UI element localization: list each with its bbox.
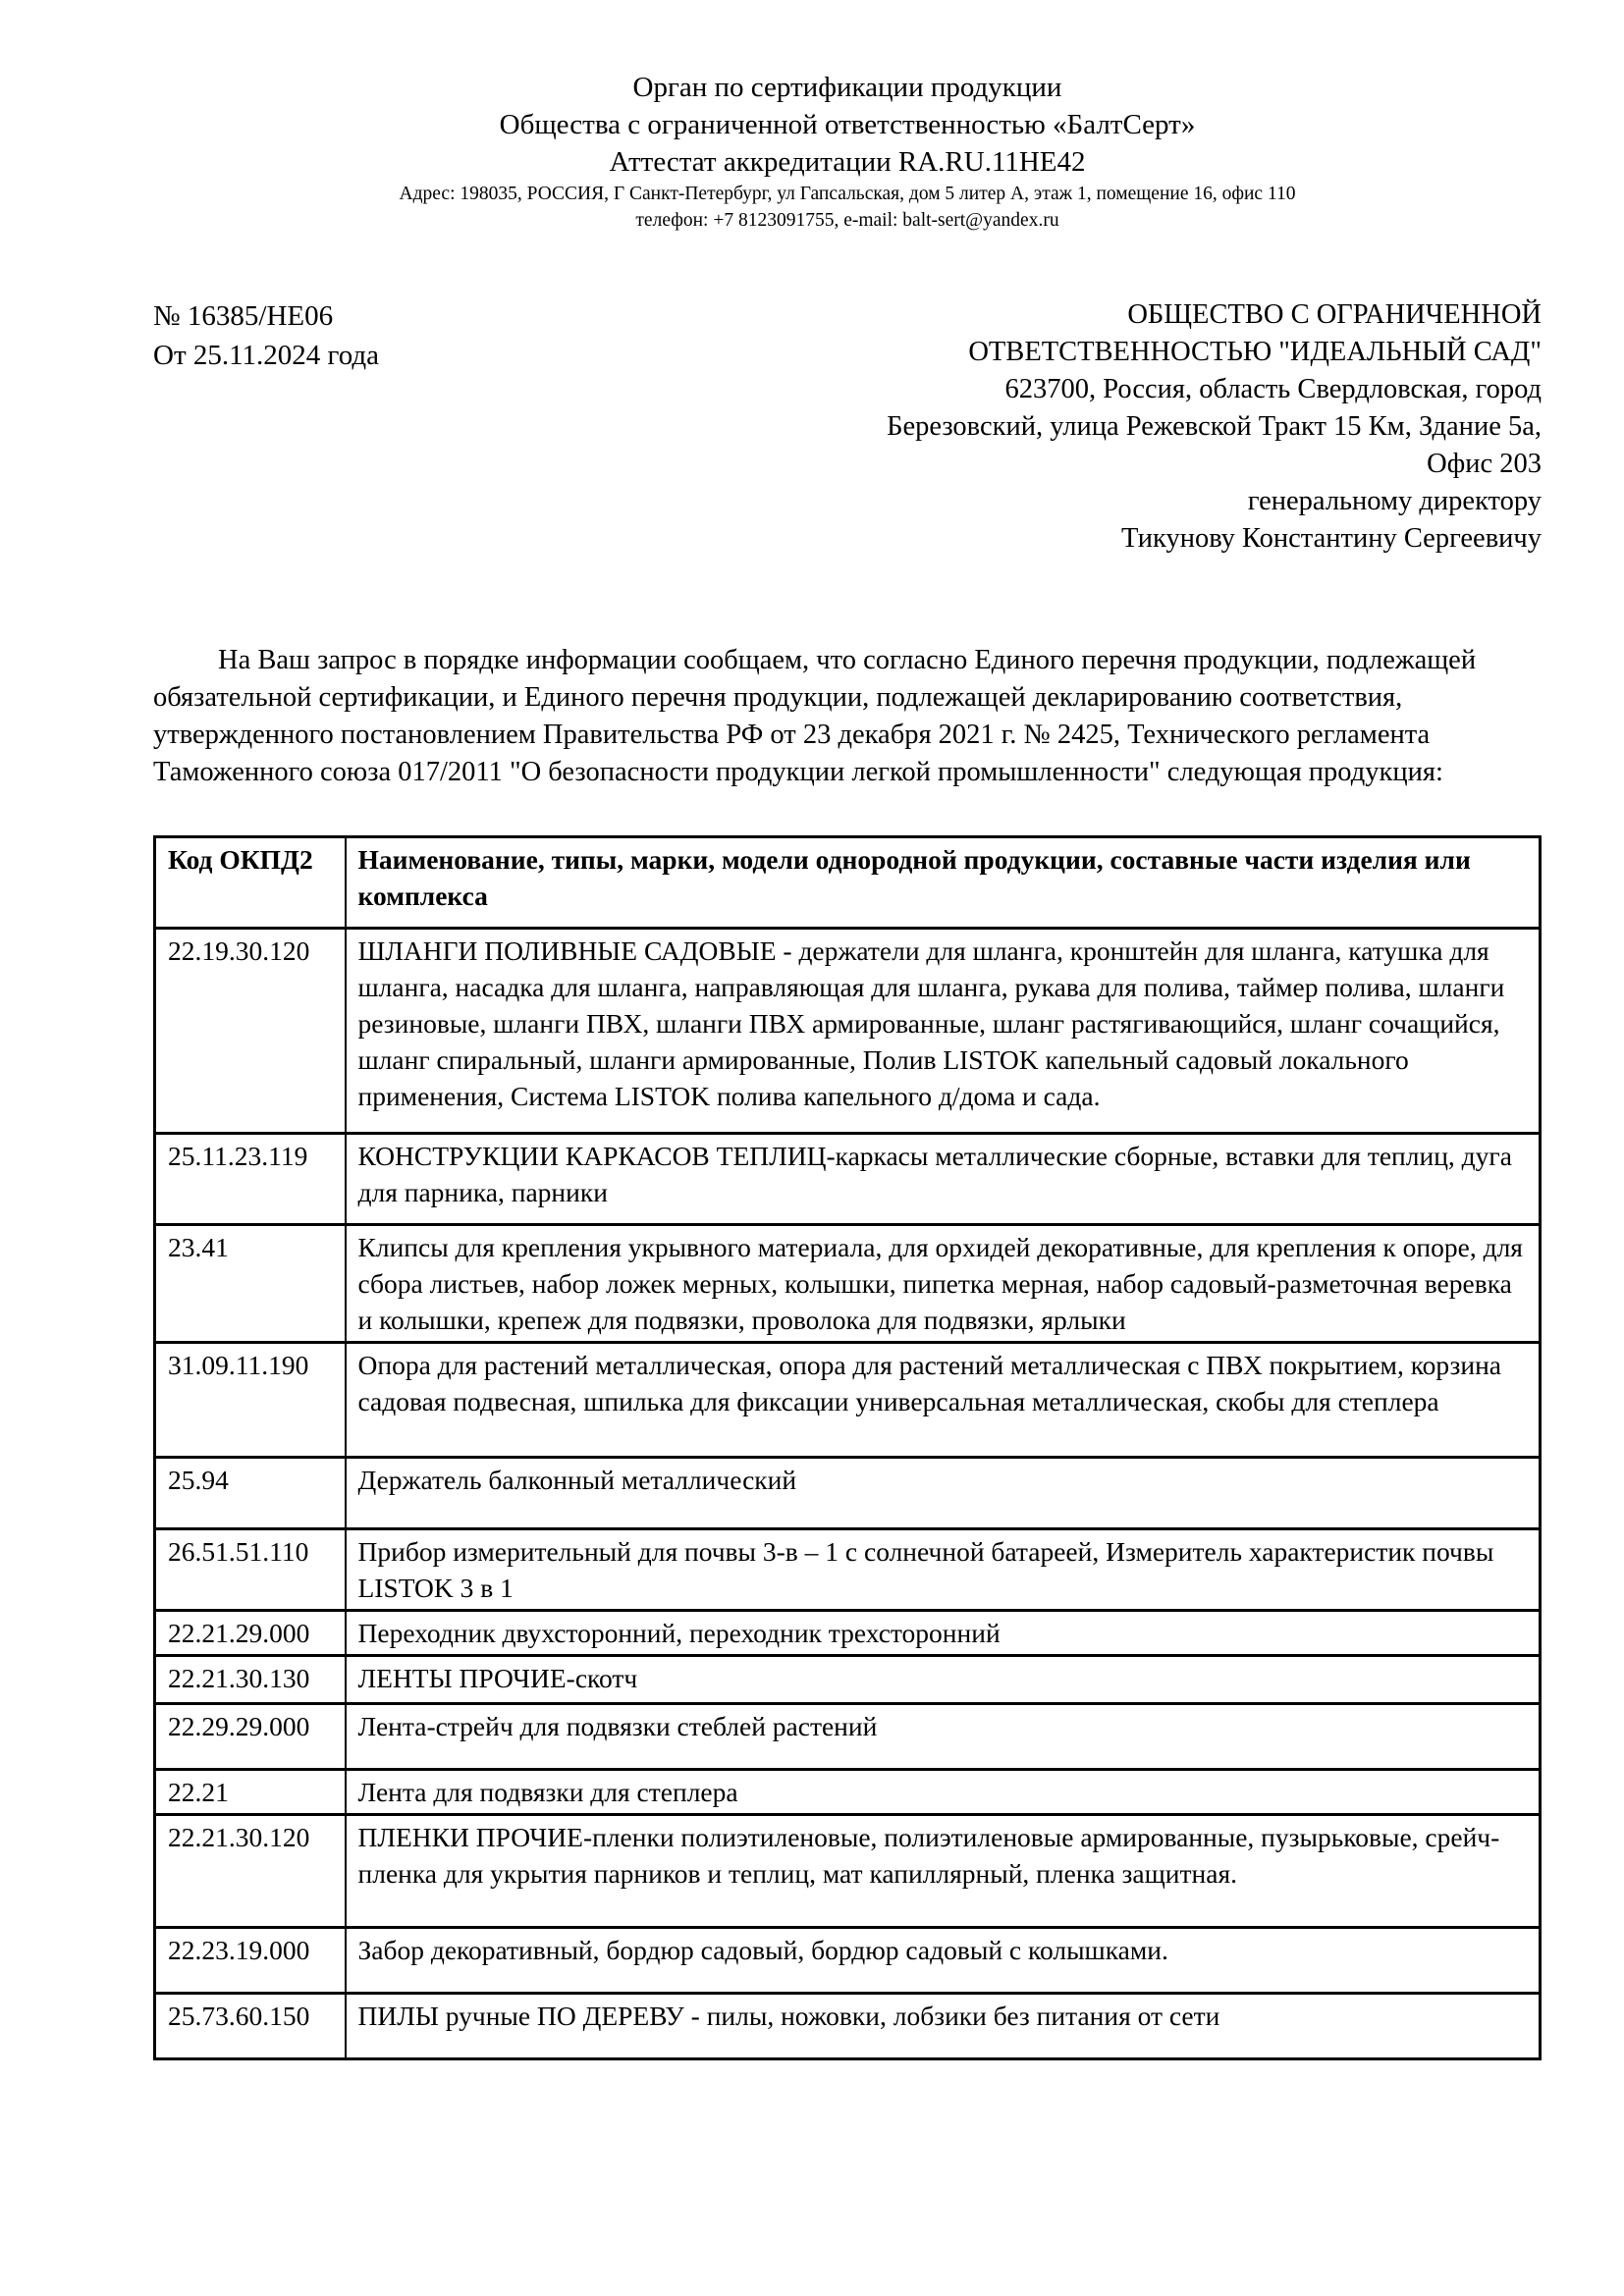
product-description-cell: ЛЕНТЫ ПРОЧИЕ-скотч [346,1656,1541,1704]
table-row [155,1656,1541,1704]
product-description-cell: Лента для подвязки для степлера [346,1770,1541,1815]
product-description-cell: ПИЛЫ ручные ПО ДЕРЕВУ - пилы, ножовки, лобзики без питания от сети [346,1994,1541,2059]
letterhead [153,69,1542,234]
product-description-cell: ШЛАНГИ ПОЛИВНЫЕ САДОВЫЕ - держатели для шланга, кронштейн для шланга, катушка для шланга, насадка для шланга, направляющая для шланга, рукава для полива, таймер полива, шланги резиновые, шланги ПВХ, шланги ПВХ армированные, шланг растягивающийся, шланг сочащийся, шланг спиральный, шланги армированные, Полив LISTOK капельный садовый локального применения, Система LISTOK полива капельного д/дома и сада. [346,929,1541,1134]
letter-number: № 16385/НЕ06 [153,300,334,332]
okpd2-code-cell: 22.29.29.000 [155,1704,346,1770]
okpd2-code-cell: 31.09.11.190 [155,1343,346,1458]
product-description-cell: Опора для растений металлическая, опора для растений металлическая с ПВХ покрытием, корзина садовая подвесная, шпилька для фиксации универсальная металлическая, скобы для степлера [346,1343,1541,1458]
letterhead-org-line1: Орган по сертификации продукции [632,72,1062,103]
table-header-row [155,837,1541,929]
table-row [155,1343,1541,1458]
letter-date: От 25.11.2024 года [153,340,380,371]
okpd2-code-cell: 26.51.51.110 [155,1529,346,1611]
table-row [155,1815,1541,1928]
product-description-cell: Прибор измерительный для почвы 3-в – 1 с солнечной батареей, Измеритель характеристик почвы LISTOK 3 в 1 [346,1529,1541,1611]
product-description-cell: Держатель балконный металлический [346,1458,1541,1529]
okpd2-code-cell: 22.21.29.000 [155,1611,346,1656]
recipient-line: ОТВЕТСТВЕННОСТЬЮ "ИДЕАЛЬНЫЙ САД" [968,337,1542,367]
recipient-line: ОБЩЕСТВО С ОГРАНИЧЕННОЙ [1127,299,1542,330]
recipient-block [887,296,1542,558]
okpd2-code-cell: 22.19.30.120 [155,929,346,1134]
table-row [155,1704,1541,1770]
column-header-product-name: Наименование, типы, марки, модели однородной продукции, составные части изделия или комплекса [346,837,1541,929]
product-description-cell: Лента-стрейч для подвязки стеблей растений [346,1704,1541,1770]
reference-recipient-section [153,296,1542,558]
reference-block [153,296,379,375]
document-content [0,69,1624,2060]
okpd2-code-cell: 25.11.23.119 [155,1134,346,1225]
recipient-line: генеральному директору [1247,486,1542,516]
okpd2-code-cell: 22.21 [155,1770,346,1815]
table-row [155,1134,1541,1225]
product-description-cell: КОНСТРУКЦИИ КАРКАСОВ ТЕПЛИЦ-каркасы металлические сборные, вставки для теплиц, дуга для парника, парники [346,1134,1541,1225]
recipient-line: Офис 203 [1427,449,1542,479]
okpd2-code-cell: 22.21.30.120 [155,1815,346,1928]
column-header-okpd2-code: Код ОКПД2 [155,837,346,929]
table-row [155,1928,1541,1994]
product-description-cell: Переходник двухсторонний, переходник трехсторонний [346,1611,1541,1656]
recipient-line: 623700, Россия, область Свердловская, город [1004,374,1542,404]
table-row [155,1225,1541,1343]
table-row [155,1770,1541,1815]
okpd2-code-cell: 25.73.60.150 [155,1994,346,2059]
letterhead-accreditation: Аттестат аккредитации RA.RU.11НЕ42 [609,146,1086,178]
recipient-line: Березовский, улица Режевской Тракт 15 Км, Здание 5а, [887,411,1542,442]
product-description-cell: Забор декоративный, бордюр садовый, бордюр садовый с колышками. [346,1928,1541,1994]
body-paragraph: На Ваш запрос в порядке информации сообщаем, что согласно Единого перечня продукции, подлежащей обязательной сертификации, и Единого перечня продукции, подлежащей декларированию соответствия, утвержденного постановлением Правительства РФ от 23 декабря 2021 г. № 2425, Технического регламента Таможенного союза 017/2011 "О безопасности продукции легкой промышленности" следующая продукция: [153,645,1477,787]
okpd2-code-cell: 23.41 [155,1225,346,1343]
letterhead-contacts: телефон: +7 8123091755, e-mail: balt-sert@yandex.ru [635,210,1059,231]
table-row [155,1529,1541,1611]
table-body [155,929,1541,2059]
letterhead-org-line2: Общества с ограниченной ответственностью «БалтСерт» [499,109,1196,140]
table-row [155,1458,1541,1529]
product-table [153,835,1542,2060]
okpd2-code-cell: 22.21.30.130 [155,1656,346,1704]
okpd2-code-cell: 25.94 [155,1458,346,1529]
recipient-line: Тикунову Константину Сергеевичу [1121,523,1542,554]
okpd2-code-cell: 22.23.19.000 [155,1928,346,1994]
product-description-cell: ПЛЕНКИ ПРОЧИЕ-пленки полиэтиленовые, полиэтиленовые армированные, пузырьковые, срейч-пленка для укрытия парников и теплиц, мат капиллярный, пленка защитная. [346,1815,1541,1928]
table-row [155,1994,1541,2059]
letterhead-address: Адрес: 198035, РОССИЯ, Г Санкт-Петербург, ул Гапсальская, дом 5 литер А, этаж 1, помещение 16, офис 110 [399,184,1296,204]
table-row [155,929,1541,1134]
table-row [155,1611,1541,1656]
product-description-cell: Клипсы для крепления укрывного материала, для орхидей декоративные, для крепления к опоре, для сбора листьев, набор ложек мерных, колышки, пипетка мерная, набор садовый-разметочная веревка и колышки, крепеж для подвязки, проволока для подвязки, ярлыки [346,1225,1541,1343]
